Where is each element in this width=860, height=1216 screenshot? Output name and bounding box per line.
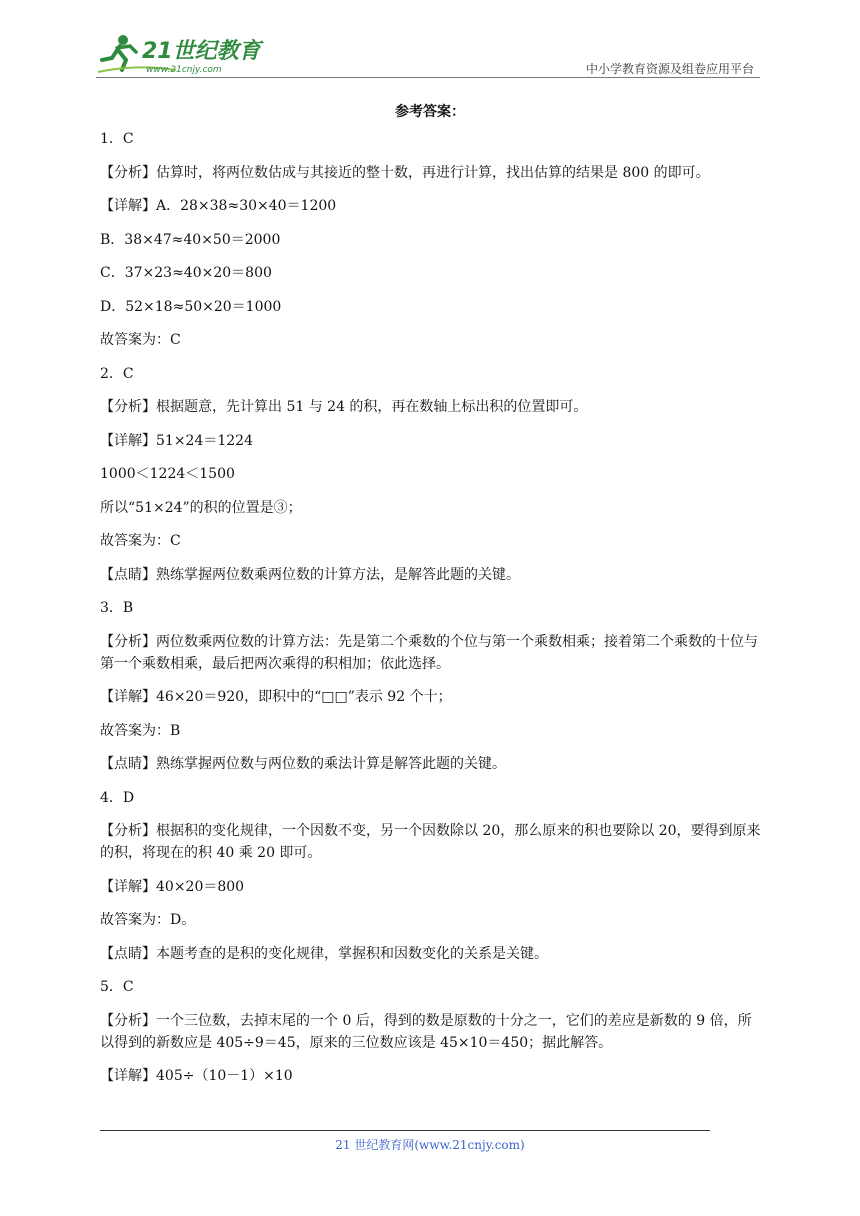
answer-line: 故答案为：C: [100, 533, 181, 549]
answer-line: 【点睛】熟练掌握两位数与两位数的乘法计算是解答此题的关键。: [100, 756, 506, 772]
answer-line: 5．C: [100, 979, 134, 995]
answer-line: 【详解】405÷（10－1）×10: [100, 1068, 293, 1084]
svg-text:21世纪教育: 21世纪教育: [142, 39, 261, 64]
answer-line: 【分析】估算时，将两位数估成与其接近的整十数，再进行计算，找出估算的结果是 800 的即可。: [100, 164, 710, 181]
answer-line: 2．C: [100, 365, 134, 382]
answer-line: 【分析】根据积的变化规律，一个因数不变，另一个因数除以 20，那么原来的积也要除以 20，要得到原来的积，将现在的积 40 乘 20 即可。: [100, 823, 761, 861]
answer-line: 【详解】A．28×38≈30×40＝1200: [100, 198, 337, 214]
answer-line: B．38×47≈40×50＝2000: [100, 231, 281, 248]
answer-line: 【点睛】熟练掌握两位数乘两位数的计算方法，是解答此题的关键。: [100, 566, 520, 583]
answer-line: 【详解】51×24＝1224: [100, 432, 253, 449]
footer-divider: [100, 1130, 710, 1131]
answer-content: [100, 128, 764, 1099]
answer-line: 【详解】40×20＝800: [100, 878, 245, 895]
answer-line: D．52×18≈50×20＝1000: [100, 298, 282, 315]
answer-line: 【点睛】本题考查的是积的变化规律，掌握积和因数变化的关系是关键。: [100, 945, 548, 962]
answer-line: 1．C: [100, 131, 134, 147]
answer-line: 【分析】一个三位数，去掉末尾的一个 0 后，得到的数是原数的十分之一，它们的差应是新数的 9 倍，所以得到的新数应是 405÷9＝45，原来的三位数应该是 45×10＝450；据此解答。: [100, 1012, 752, 1051]
header-divider: [96, 77, 760, 78]
answer-line: 3．B: [100, 600, 134, 616]
answer-line: 故答案为：B: [100, 722, 181, 739]
platform-name: 中小学教育资源及组卷应用平台: [585, 62, 754, 76]
answer-line: 所以“51×24”的积的位置是③；: [100, 499, 302, 516]
answer-line: 【详解】46×20＝920，即积中的“□□”表示 92 个十；: [100, 689, 452, 705]
footer-link[interactable]: 21 世纪教育网(www.21cnjy.com): [335, 1138, 525, 1152]
answer-line: 1000＜1224＜1500: [100, 466, 235, 482]
answer-line: 【分析】根据题意，先计算出 51 与 24 的积，再在数轴上标出积的位置即可。: [100, 399, 588, 415]
answer-line: 4．D: [100, 789, 135, 806]
site-logo: [96, 30, 266, 76]
answer-line: 故答案为：D。: [100, 912, 196, 928]
page-header: [96, 30, 760, 80]
page-title: 参考答案：: [395, 104, 465, 120]
runner-logo-icon: [96, 30, 266, 76]
svg-text:www.21cnjy.com: www.21cnjy.com: [146, 65, 222, 75]
answer-line: 【分析】两位数乘两位数的计算方法：先是第二个乘数的个位与第一个乘数相乘；接着第二个乘数的十位与第一个乘数相乘，最后把两次乘得的积相加；依此选择。: [100, 633, 758, 672]
answer-line: C．37×23≈40×20＝800: [100, 265, 272, 281]
answer-line: 故答案为：C: [100, 332, 181, 348]
